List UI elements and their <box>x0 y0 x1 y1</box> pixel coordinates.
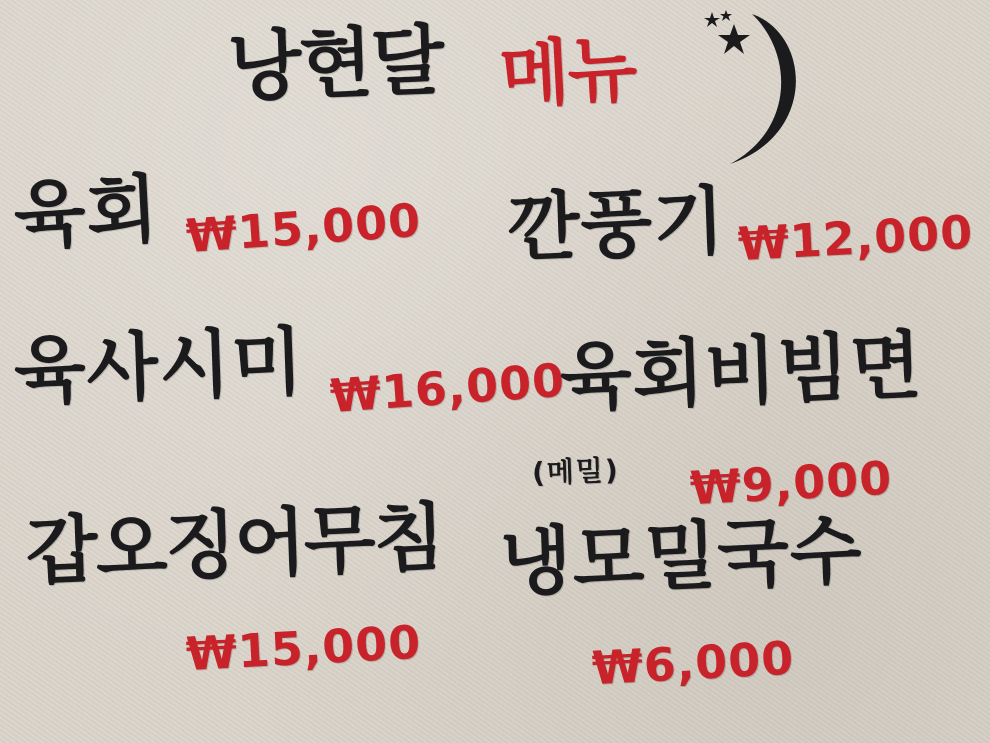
sign-title-accent: 메뉴 <box>497 26 638 118</box>
moon-and-stars-icon <box>690 4 810 174</box>
star-icon <box>720 10 732 21</box>
menu-item-name: 냉모밀국수 <box>498 507 864 607</box>
menu-item-price: ₩15,000 <box>184 614 423 682</box>
sign-title: 낭현달 <box>226 15 444 112</box>
menu-item-price: ₩9,000 <box>688 450 894 516</box>
menu-item-name: 깐풍기 <box>506 178 727 272</box>
menu-item-price: ₩6,000 <box>590 630 796 696</box>
menu-item-note: (메밀) <box>531 453 621 490</box>
menu-item-price: ₩12,000 <box>736 204 975 272</box>
menu-item-name: 육회 <box>11 166 162 260</box>
menu-item-price: ₩16,000 <box>328 352 567 424</box>
menu-item-price: ₩15,000 <box>184 192 423 264</box>
star-icon <box>718 24 750 54</box>
menu-item-name: 갑오징어무침 <box>24 494 445 596</box>
menu-item-name: 육회비빔면 <box>558 322 924 422</box>
menu-item-name: 육사시미 <box>12 318 306 416</box>
star-icon <box>704 12 720 27</box>
